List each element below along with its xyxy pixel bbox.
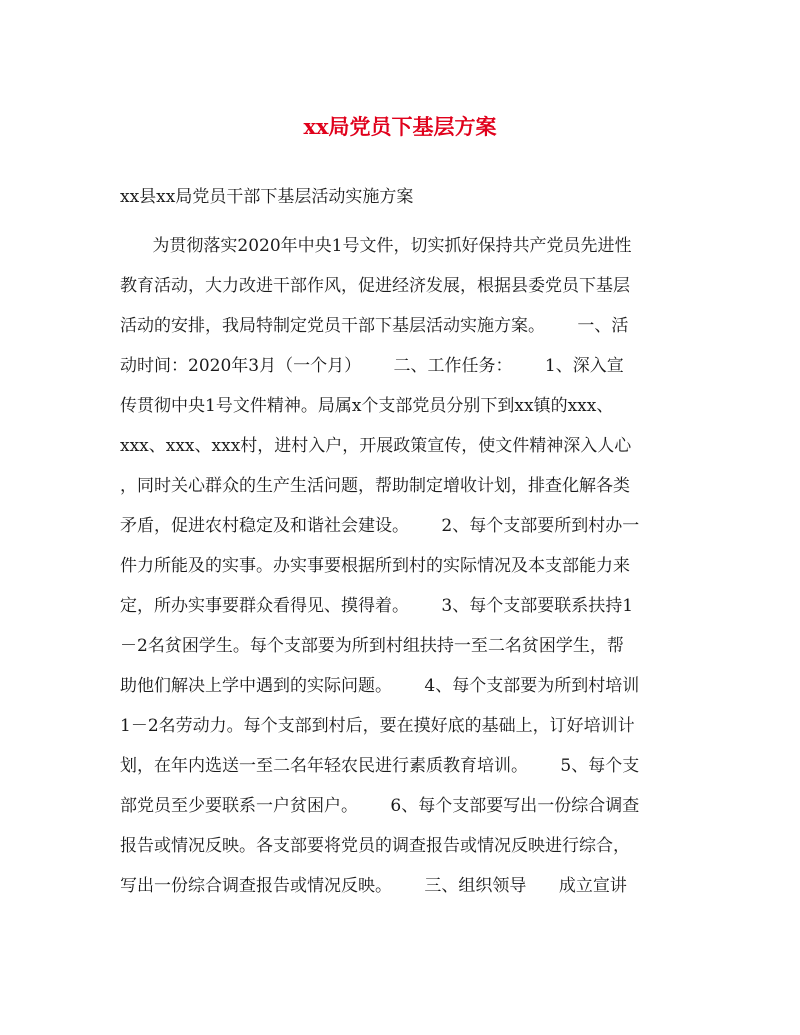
body-line: 写出一份综合调查报告或情况反映。 三、组织领导 成立宣讲 [120,876,627,896]
document-body [120,226,680,906]
body-line: ，同时关心群众的生产生活问题，帮助制定增收计划，排查化解各类 [120,476,630,496]
body-line: 划，在年内选送一至二名年轻农民进行素质教育培训。 5、每个支 [120,756,640,776]
body-line: 传贯彻中央1号文件精神。局属x个支部党员分别下到xx镇的xxx、 [120,396,614,416]
body-line: 助他们解决上学中遇到的实际问题。 4、每个支部要为所到村培训 [120,676,640,696]
body-line: 动时间：2020年3月（一个月） 二、工作任务： 1、深入宣 [120,356,624,376]
body-line: 部党员至少要联系一户贫困户。 6、每个支部要写出一份综合调查 [120,796,640,816]
body-line: 活动的安排，我局特制定党员干部下基层活动实施方案。 一、活 [120,316,629,336]
document-subtitle: xx县xx局党员干部下基层活动实施方案 [120,187,414,207]
body-line: 报告或情况反映。各支部要将党员的调查报告或情况反映进行综合， [120,836,630,856]
body-line: 矛盾，促进农村稳定及和谐社会建设。 2、每个支部要所到村办一 [120,516,640,536]
body-line: 1－2名劳动力。每个支部到村后，要在摸好底的基础上，订好培训计 [120,716,635,736]
body-line: 为贯彻落实2020年中央1号文件，切实抓好保持共产党员先进性 [120,236,632,256]
body-line: 件力所能及的实事。办实事要根据所到村的实际情况及本支部能力来 [120,556,630,576]
body-line: 定，所办实事要群众看得见、摸得着。 3、每个支部要联系扶持1 [120,596,634,616]
document-title: xx局党员下基层方案 [303,114,497,139]
body-line: xxx、xxx、xxx村，进村入户，开展政策宣传，使文件精神深入人心 [120,436,632,456]
body-line: 教育活动，大力改进干部作风，促进经济发展，根据县委党员下基层 [120,276,630,296]
body-line: －2名贫困学生。每个支部要为所到村组扶持一至二名贫困学生，帮 [120,636,624,656]
